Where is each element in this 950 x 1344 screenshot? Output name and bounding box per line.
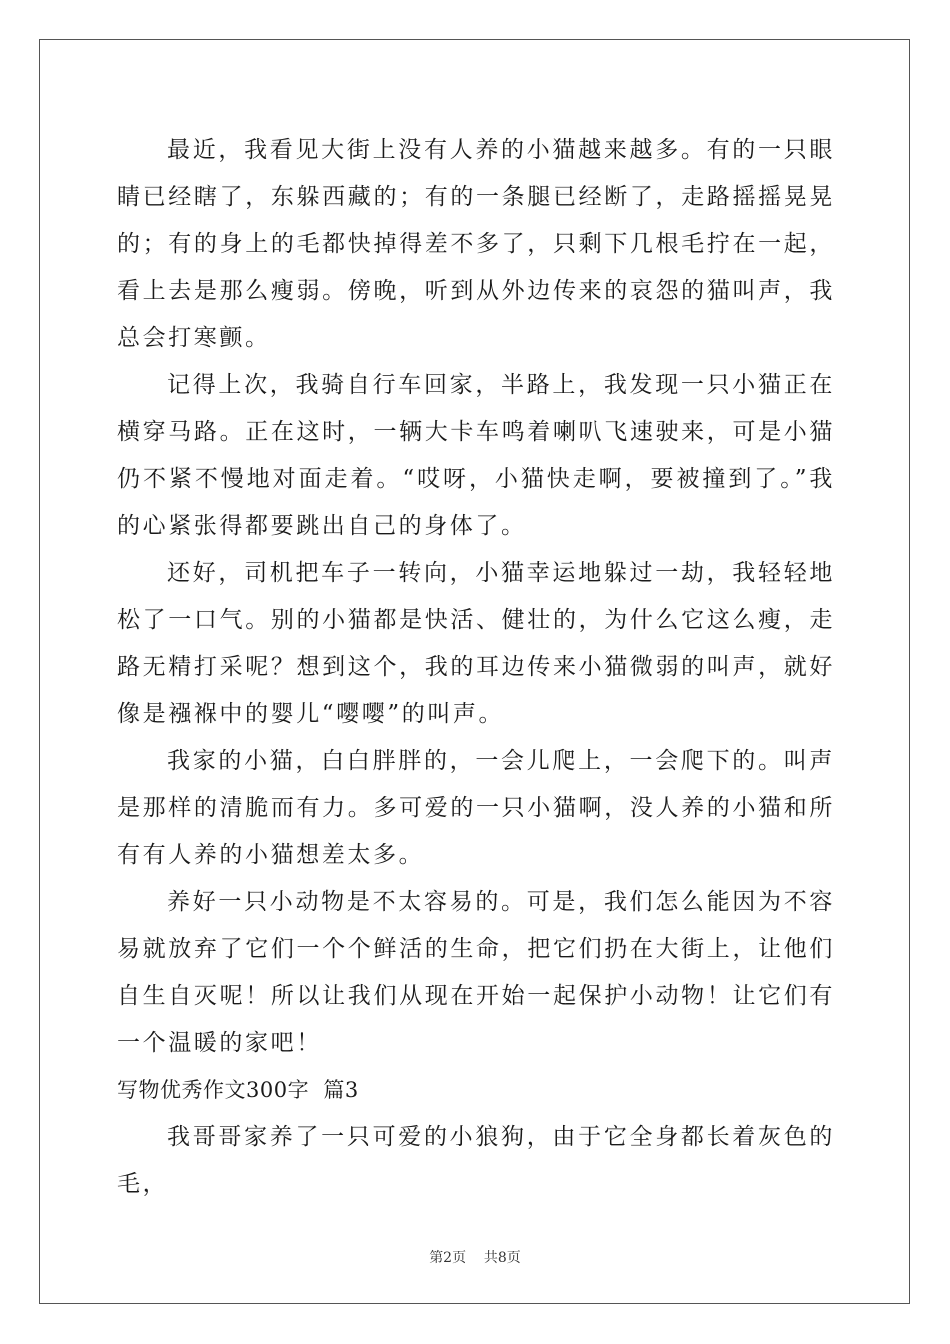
paragraph-1: 最近，我看见大街上没有人养的小猫越来越多。有的一只眼睛已经瞎了，东躲西藏的；有的一条腿已经断了，走路摇摇晃晃的；有的身上的毛都快掉得差不多了，只剩下几根毛拧在一起，看上去是那么瘦弱。傍晚，听到从外边传来的哀怨的猫叫声，我总会打寒颤。 [117, 137, 835, 351]
section-title: 写物优秀作文300字 篇3 [117, 1078, 359, 1102]
paragraph-5: 养好一只小动物是不太容易的。可是，我们怎么能因为不容易就放弃了它们一个个鲜活的生命，把它们扔在大街上，让他们自生自灭呢！所以让我们从现在开始一起保护小动物！让它们有一个温暖的家吧！ [117, 889, 835, 1056]
paragraph-2: 记得上次，我骑自行车回家，半路上，我发现一只小猫正在横穿马路。正在这时，一辆大卡车鸣着喇叭飞速驶来，可是小猫仍不紧不慢地对面走着。“哎呀，小猫快走啊，要被撞到了。”我的心紧张得都要跳出自己的身体了。 [117, 372, 835, 539]
document-body [117, 127, 835, 1208]
paragraph-4: 我家的小猫，白白胖胖的，一会儿爬上，一会爬下的。叫声是那样的清脆而有力。多可爱的一只小猫啊，没人养的小猫和所有有人养的小猫想差太多。 [117, 748, 835, 868]
page-number: 第2页 共8页 [429, 1250, 521, 1266]
paragraph-6: 我哥哥家养了一只可爱的小狼狗，由于它全身都长着灰色的毛， [117, 1124, 835, 1197]
paragraph-3: 还好，司机把车子一转向，小猫幸运地躲过一劫，我轻轻地松了一口气。别的小猫都是快活、健壮的，为什么它这么瘦，走路无精打采呢？想到这个，我的耳边传来小猫微弱的叫声，就好像是襁褓中的婴儿“嘤嘤”的叫声。 [117, 560, 835, 727]
